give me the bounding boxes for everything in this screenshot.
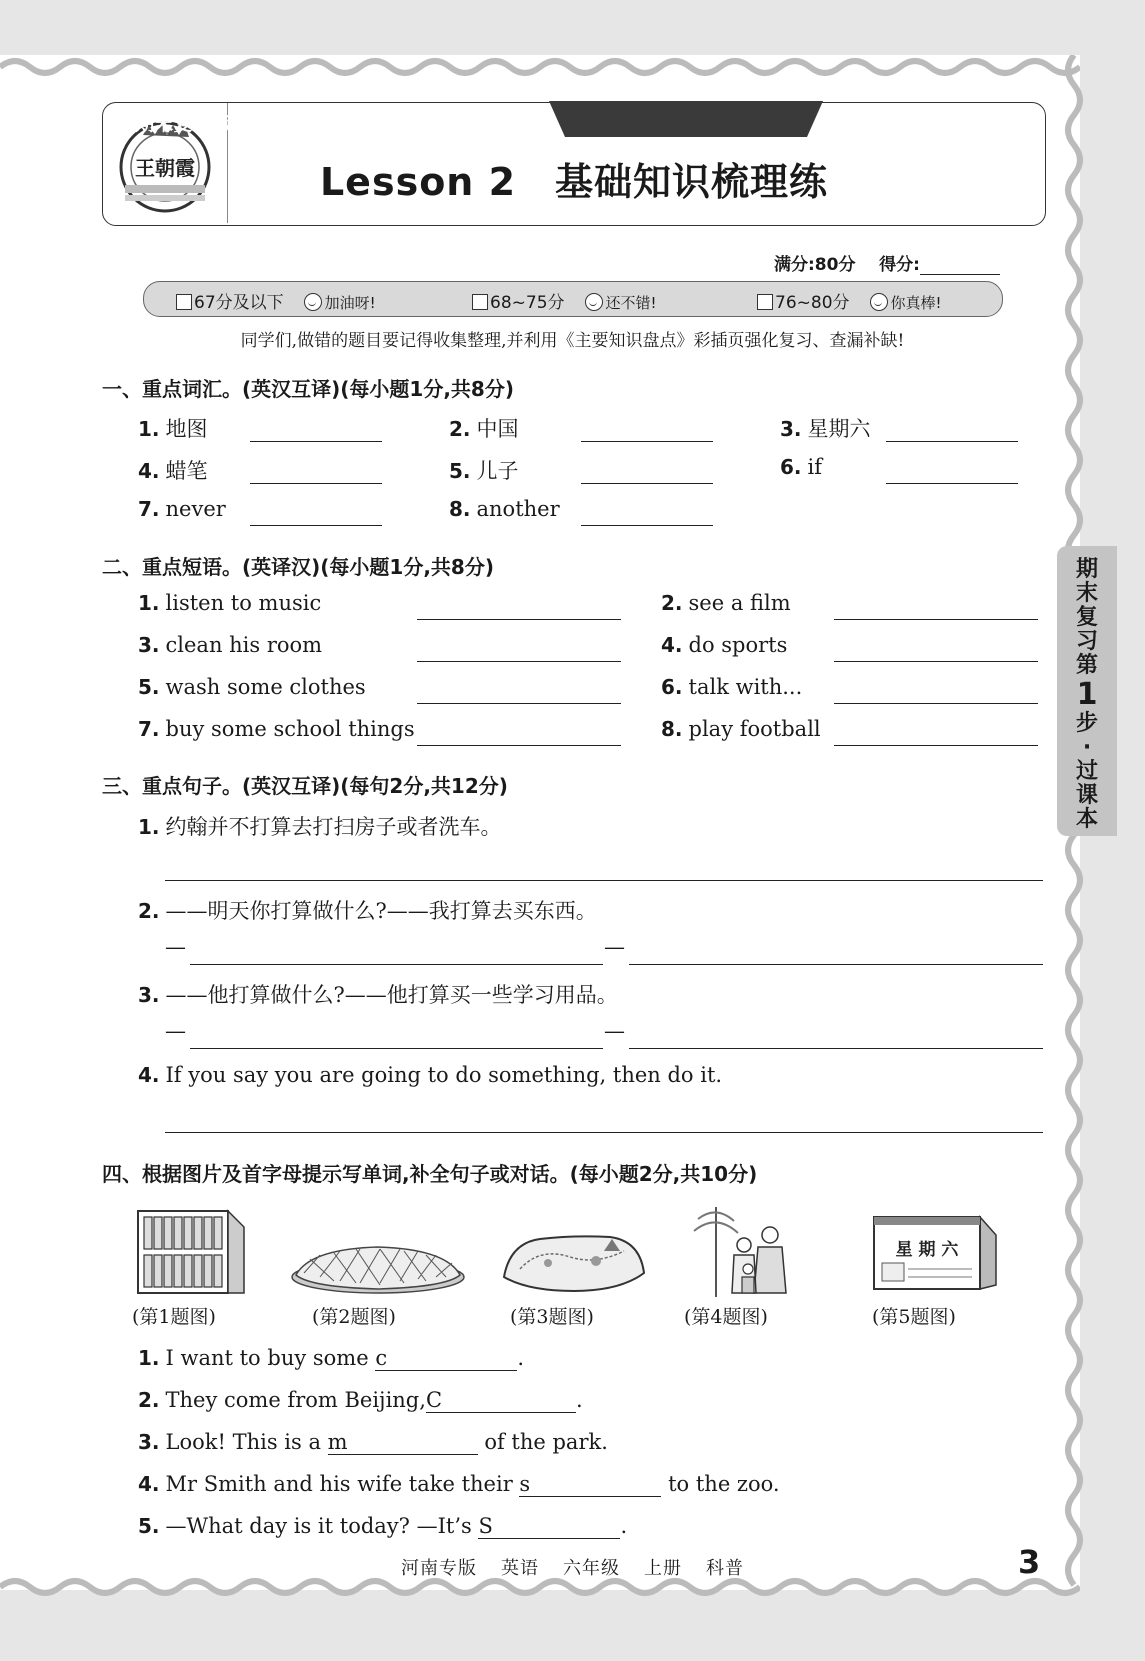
answer-line[interactable] [417,745,621,746]
section-2-title: 二、重点短语。(英译汉)(每小题1分,共8分) [102,555,494,579]
answer-line[interactable] [417,619,621,620]
grade-checkbox[interactable] [176,294,192,310]
side-tab [1057,546,1117,836]
answer-line[interactable] [165,1132,1043,1133]
section-1-title: 一、重点词汇。(英汉互译)(每小题1分,共8分) [102,377,514,401]
answer-line[interactable] [417,703,621,704]
answer-blank[interactable]: S [478,1514,620,1539]
answer-blank[interactable]: m [328,1430,478,1455]
picture-caption-5: (第5题图) [872,1306,956,1328]
stadium-picture [290,1207,466,1297]
vocab-item-5: 5. 儿子 [449,459,519,483]
answer-line[interactable] [834,745,1038,746]
fill-item-1: 1. I want to buy some c . [138,1346,525,1370]
grade-checkbox[interactable] [757,294,773,310]
page-number: 3 [1018,1543,1041,1581]
phrase-item-1: 1. listen to music [138,591,322,615]
step-tab-bg [549,101,823,137]
answer-blank[interactable]: s [519,1472,661,1497]
crayons-picture [136,1207,248,1297]
section-3-title: 三、重点句子。(英汉互译)(每句2分,共12分) [102,774,508,798]
header-box [102,102,1046,226]
answer-line[interactable] [581,441,713,442]
vocab-item-4: 4. 蜡笔 [138,459,208,483]
picture-caption-3: (第3题图) [510,1306,594,1328]
grade-option-3: 76~80分 你真棒! [757,288,942,313]
answer-line[interactable] [581,525,713,526]
grade-option-1: 67分及以下 加油呀! [176,288,376,313]
grade-option-2: 68~75分 还不错! [472,288,657,313]
svg-text:王朝霞: 王朝霞 [135,156,195,180]
fill-item-2: 2. They come from Beijing,C . [138,1388,583,1412]
park-map-picture [500,1207,648,1297]
vocab-item-6: 6. if [780,455,823,479]
sentence-item-3: 3. ——他打算做什么?——他打算买一些学习用品。 [138,983,618,1007]
answer-line[interactable] [250,483,382,484]
score-line [774,250,1000,275]
vocab-item-3: 3. 星期六 [780,417,871,441]
answer-line[interactable] [417,661,621,662]
answer-line[interactable] [629,964,1043,965]
side-tab-label: 期末复习第 1 步·过课本 [1075,557,1098,832]
sentence-item-2: 2. ——明天你打算做什么?——我打算去买东西。 [138,899,597,923]
section-4-title: 四、根据图片及首字母提示写单词,补全句子或对话。(每小题2分,共10分) [102,1162,758,1186]
fill-item-4: 4. Mr Smith and his wife take their s to the zoo. [138,1472,780,1496]
smiley-icon [585,293,603,311]
picture-caption-4: (第4题图) [684,1306,768,1328]
vocab-item-8: 8. another [449,497,560,521]
vocab-item-7: 7. never [138,497,226,521]
score-blank[interactable] [920,256,1000,275]
answer-line[interactable] [629,1048,1043,1049]
dash: — [604,935,625,959]
smiley-icon [870,293,888,311]
picture-caption-1: (第1题图) [132,1306,216,1328]
answer-line[interactable] [886,441,1018,442]
fill-item-5: 5. —What day is it today? —It’s S . [138,1514,628,1538]
lesson-title: Lesson 2 基础知识梳理练 [319,160,829,204]
picture-caption-2: (第2题图) [312,1306,396,1328]
full-score: 满分:80分 [774,255,856,275]
answer-line[interactable] [250,525,382,526]
grade-bar [143,281,1003,317]
phrase-item-5: 5. wash some clothes [138,675,366,699]
phrase-item-2: 2. see a film [661,591,791,615]
answer-line[interactable] [165,880,1043,881]
dash: — [165,1019,186,1043]
calendar-picture [868,1207,1000,1297]
answer-line[interactable] [190,964,603,965]
phrase-item-3: 3. clean his room [138,633,323,657]
answer-blank[interactable]: c [375,1346,517,1371]
answer-line[interactable] [834,619,1038,620]
answer-line[interactable] [886,483,1018,484]
smiley-icon [304,293,322,311]
vocab-item-2: 2. 中国 [449,417,519,441]
sentence-item-4: 4. If you say you are going to do something, then do it. [138,1063,723,1087]
phrase-item-8: 8. play football [661,717,821,741]
answer-blank[interactable]: C [426,1388,576,1413]
footer: 河南专版 英语 六年级 上册 科普 [401,1558,744,1579]
step-tab-label: 期末复习第1步 · 过课本 [135,107,345,137]
phrase-item-7: 7. buy some school things [138,717,415,741]
answer-line[interactable] [834,661,1038,662]
answer-line[interactable] [250,441,382,442]
phrase-item-6: 6. talk with... [661,675,803,699]
dash: — [165,935,186,959]
answer-line[interactable] [581,483,713,484]
answer-line[interactable] [190,1048,603,1049]
phrase-item-4: 4. do sports [661,633,788,657]
vocab-item-1: 1. 地图 [138,417,208,441]
sentence-item-1: 1. 约翰并不打算去打扫房子或者洗车。 [138,815,502,839]
family-picture [688,1207,806,1297]
grade-checkbox[interactable] [472,294,488,310]
score-label: 得分: [879,255,920,275]
fill-item-3: 3. Look! This is a m of the park. [138,1430,608,1454]
answer-line[interactable] [834,703,1038,704]
svg-text:星 期 六: 星 期 六 [895,1240,959,1260]
study-tip: 同学们,做错的题目要记得收集整理,并利用《主要知识盘点》彩插页强化复习、查漏补缺! [240,331,905,351]
top-wave-border [0,55,1080,79]
dash: — [604,1019,625,1043]
